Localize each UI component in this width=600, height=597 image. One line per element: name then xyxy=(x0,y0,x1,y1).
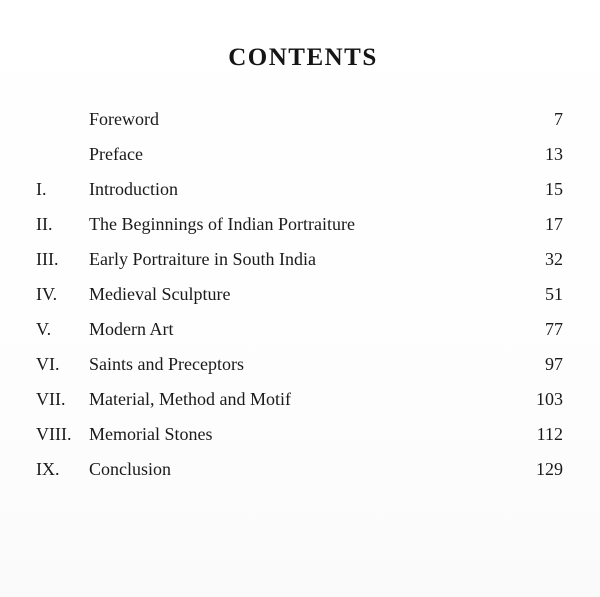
toc-entry-chapter-1 xyxy=(0,174,600,209)
toc-entry-title: Memorial Stones xyxy=(89,424,213,444)
toc-entry-chapter-5 xyxy=(0,314,600,349)
toc-entry-preface xyxy=(0,139,600,174)
toc-entry-chapter-8 xyxy=(0,419,600,454)
table-of-contents xyxy=(0,104,600,489)
toc-entry-page: 17 xyxy=(545,214,563,234)
toc-entry-page: 103 xyxy=(536,389,563,409)
toc-entry-page: 32 xyxy=(545,249,563,269)
toc-entry-number: VI. xyxy=(36,354,60,374)
toc-entry-title: Medieval Sculpture xyxy=(89,284,231,304)
toc-entry-chapter-7 xyxy=(0,384,600,419)
toc-entry-title: Modern Art xyxy=(89,319,174,339)
toc-entry-page: 15 xyxy=(545,179,563,199)
toc-entry-chapter-6 xyxy=(0,349,600,384)
toc-entry-page: 112 xyxy=(536,424,563,444)
toc-entry-title: Material, Method and Motif xyxy=(89,389,291,409)
toc-entry-number: II. xyxy=(36,214,53,234)
toc-entry-chapter-3 xyxy=(0,244,600,279)
toc-entry-page: 7 xyxy=(554,109,563,129)
toc-entry-chapter-4 xyxy=(0,279,600,314)
toc-entry-title: Early Portraiture in South India xyxy=(89,249,316,269)
toc-entry-title: Preface xyxy=(89,144,143,164)
toc-entry-title: Foreword xyxy=(89,109,159,129)
toc-entry-page: 51 xyxy=(545,284,563,304)
toc-entry-number: VIII. xyxy=(36,424,72,444)
toc-entry-page: 97 xyxy=(545,354,563,374)
toc-entry-chapter-9 xyxy=(0,454,600,489)
toc-entry-page: 13 xyxy=(545,144,563,164)
toc-entry-page: 129 xyxy=(536,459,563,479)
toc-entry-title: The Beginnings of Indian Portraiture xyxy=(89,214,355,234)
contents-heading: CONTENTS xyxy=(228,44,378,71)
toc-entry-number: VII. xyxy=(36,389,66,409)
toc-entry-number: IX. xyxy=(36,459,60,479)
toc-entry-number: I. xyxy=(36,179,47,199)
toc-entry-foreword xyxy=(0,104,600,139)
toc-entry-title: Saints and Preceptors xyxy=(89,354,244,374)
toc-entry-number: III. xyxy=(36,249,59,269)
toc-entry-page: 77 xyxy=(545,319,563,339)
toc-entry-title: Conclusion xyxy=(89,459,172,479)
toc-entry-chapter-2 xyxy=(0,209,600,244)
toc-entry-number: IV. xyxy=(36,284,58,304)
toc-entry-title: Introduction xyxy=(89,179,178,199)
toc-entry-number: V. xyxy=(36,319,52,339)
